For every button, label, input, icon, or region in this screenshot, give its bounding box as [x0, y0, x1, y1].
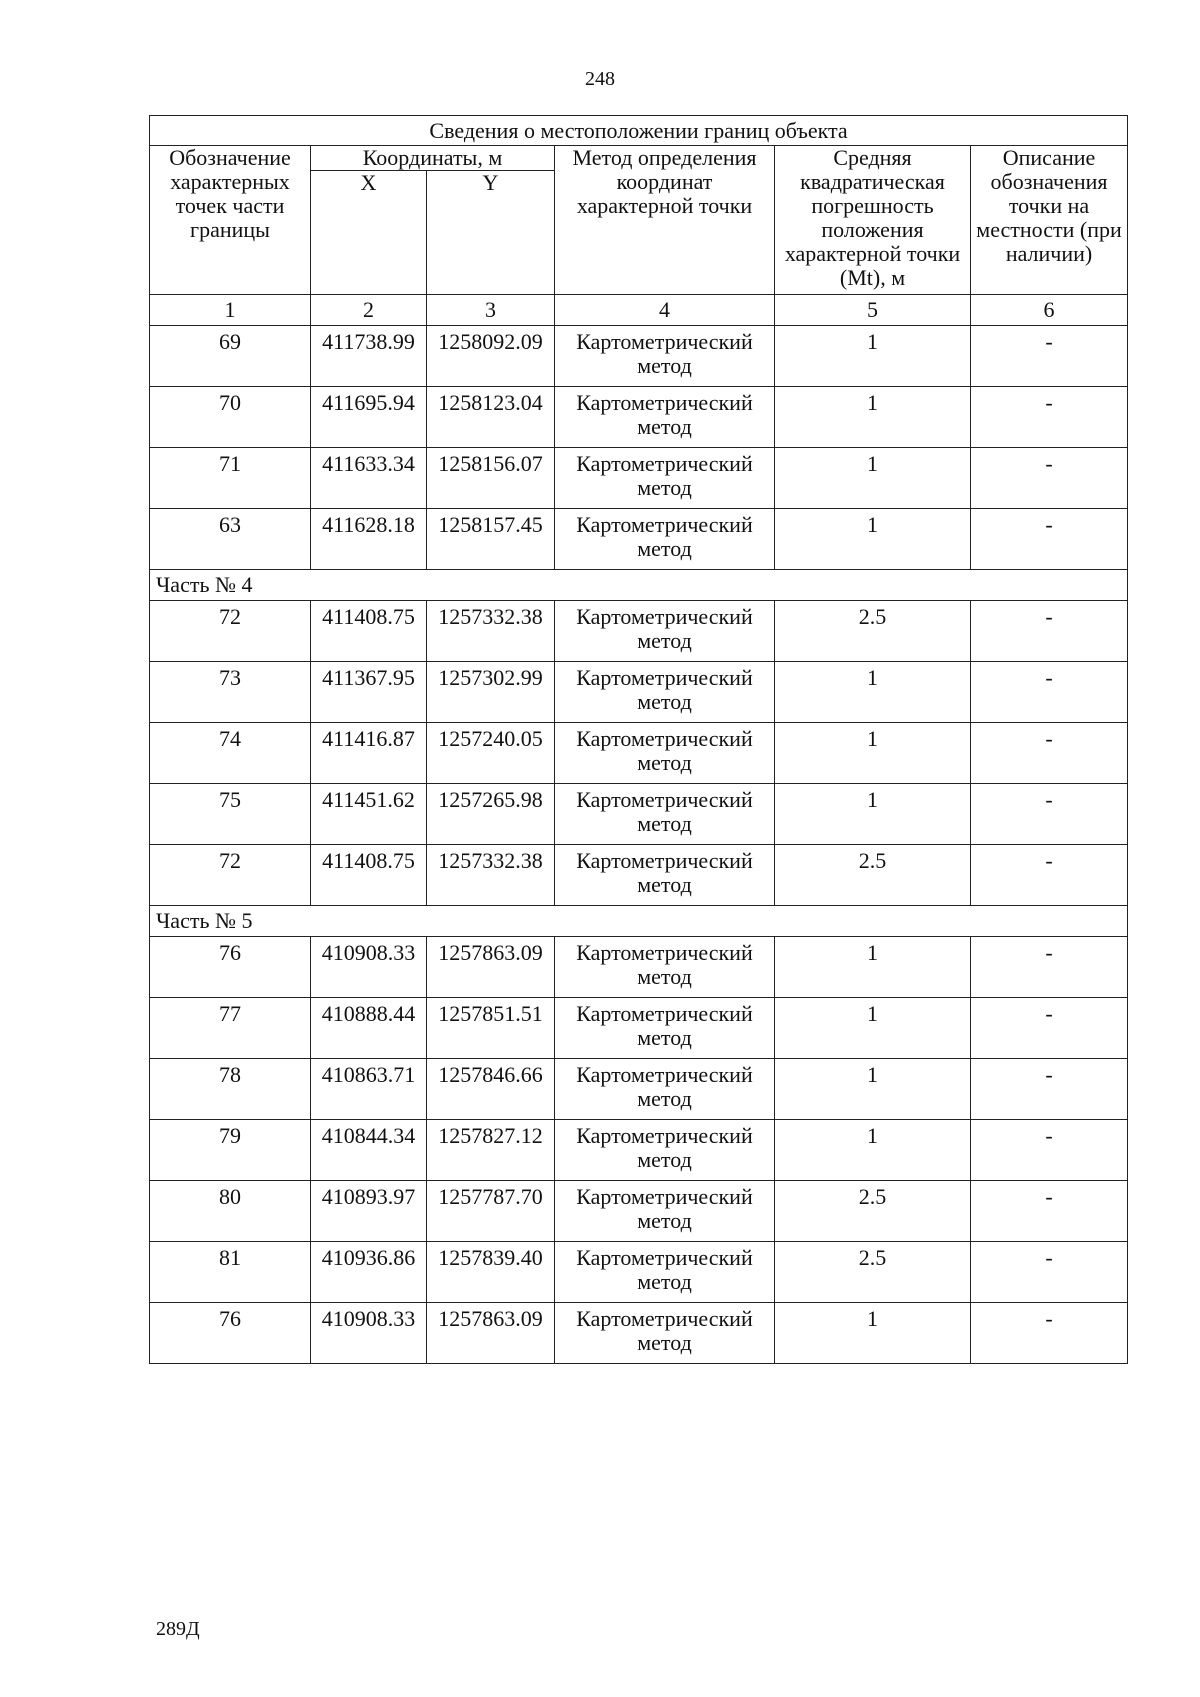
error-cell: 1	[775, 937, 971, 998]
table-row	[150, 1059, 1128, 1120]
x-cell: 410888.44	[311, 998, 427, 1059]
error-cell: 1	[775, 998, 971, 1059]
x-cell: 411416.87	[311, 723, 427, 784]
error-cell: 2.5	[775, 845, 971, 906]
point-cell: 70	[150, 387, 311, 448]
point-cell: 72	[150, 601, 311, 662]
point-cell: 69	[150, 326, 311, 387]
point-cell: 73	[150, 662, 311, 723]
section-part-5	[150, 906, 1128, 937]
description-cell: -	[971, 723, 1128, 784]
y-cell: 1257332.38	[427, 845, 555, 906]
table-row	[150, 1303, 1128, 1364]
y-cell: 1258092.09	[427, 326, 555, 387]
description-cell: -	[971, 845, 1128, 906]
y-cell: 1257265.98	[427, 784, 555, 845]
section-part-4	[150, 570, 1128, 601]
table-row	[150, 784, 1128, 845]
column-number: 1	[150, 295, 311, 326]
point-cell: 77	[150, 998, 311, 1059]
table-row	[150, 723, 1128, 784]
column-number: 4	[555, 295, 775, 326]
point-cell: 72	[150, 845, 311, 906]
method-cell: Картометрический метод	[555, 448, 775, 509]
x-cell: 410908.33	[311, 937, 427, 998]
description-cell: -	[971, 998, 1128, 1059]
x-cell: 410893.97	[311, 1181, 427, 1242]
y-cell: 1257863.09	[427, 937, 555, 998]
y-cell: 1257240.05	[427, 723, 555, 784]
page-number: 248	[585, 68, 615, 90]
y-cell: 1257839.40	[427, 1242, 555, 1303]
x-cell: 411628.18	[311, 509, 427, 570]
header-x: X	[311, 171, 427, 295]
method-cell: Картометрический метод	[555, 723, 775, 784]
y-cell: 1257302.99	[427, 662, 555, 723]
error-cell: 1	[775, 509, 971, 570]
boundary-table	[149, 115, 1128, 1364]
header-point: Обозначение характерных точек части границы	[150, 146, 311, 295]
description-cell: -	[971, 1181, 1128, 1242]
description-cell: -	[971, 601, 1128, 662]
x-cell: 410908.33	[311, 1303, 427, 1364]
error-cell: 1	[775, 387, 971, 448]
description-cell: -	[971, 662, 1128, 723]
method-cell: Картометрический метод	[555, 662, 775, 723]
description-cell: -	[971, 937, 1128, 998]
section-label: Часть № 4	[150, 570, 1128, 601]
column-number: 3	[427, 295, 555, 326]
table-row	[150, 1181, 1128, 1242]
table-row	[150, 601, 1128, 662]
x-cell: 410936.86	[311, 1242, 427, 1303]
y-cell: 1258156.07	[427, 448, 555, 509]
point-cell: 74	[150, 723, 311, 784]
description-cell: -	[971, 784, 1128, 845]
description-cell: -	[971, 448, 1128, 509]
table-row	[150, 845, 1128, 906]
x-cell: 411451.62	[311, 784, 427, 845]
column-number-row	[150, 295, 1128, 326]
table-row	[150, 448, 1128, 509]
column-number: 6	[971, 295, 1128, 326]
header-description: Описание обозначения точки на местности (при наличии)	[971, 146, 1128, 295]
method-cell: Картометрический метод	[555, 1059, 775, 1120]
method-cell: Картометрический метод	[555, 387, 775, 448]
error-cell: 1	[775, 1120, 971, 1181]
table-row	[150, 326, 1128, 387]
method-cell: Картометрический метод	[555, 601, 775, 662]
error-cell: 1	[775, 448, 971, 509]
description-cell: -	[971, 1120, 1128, 1181]
point-cell: 63	[150, 509, 311, 570]
description-cell: -	[971, 1242, 1128, 1303]
point-cell: 76	[150, 1303, 311, 1364]
error-cell: 2.5	[775, 1242, 971, 1303]
table-row	[150, 387, 1128, 448]
table-row	[150, 937, 1128, 998]
point-cell: 80	[150, 1181, 311, 1242]
x-cell: 410844.34	[311, 1120, 427, 1181]
point-cell: 78	[150, 1059, 311, 1120]
header-y: Y	[427, 171, 555, 295]
point-cell: 71	[150, 448, 311, 509]
method-cell: Картометрический метод	[555, 1303, 775, 1364]
method-cell: Картометрический метод	[555, 1120, 775, 1181]
y-cell: 1257846.66	[427, 1059, 555, 1120]
y-cell: 1258157.45	[427, 509, 555, 570]
y-cell: 1257827.12	[427, 1120, 555, 1181]
error-cell: 1	[775, 326, 971, 387]
table-row	[150, 1120, 1128, 1181]
y-cell: 1257863.09	[427, 1303, 555, 1364]
method-cell: Картометрический метод	[555, 937, 775, 998]
error-cell: 1	[775, 1303, 971, 1364]
description-cell: -	[971, 1059, 1128, 1120]
point-cell: 76	[150, 937, 311, 998]
table-row	[150, 998, 1128, 1059]
table-title: Сведения о местоположении границ объекта	[150, 116, 1128, 146]
description-cell: -	[971, 326, 1128, 387]
description-cell: -	[971, 387, 1128, 448]
x-cell: 411408.75	[311, 845, 427, 906]
x-cell: 411633.34	[311, 448, 427, 509]
method-cell: Картометрический метод	[555, 1181, 775, 1242]
x-cell: 411408.75	[311, 601, 427, 662]
y-cell: 1257851.51	[427, 998, 555, 1059]
point-cell: 79	[150, 1120, 311, 1181]
column-number: 2	[311, 295, 427, 326]
method-cell: Картометрический метод	[555, 784, 775, 845]
method-cell: Картометрический метод	[555, 509, 775, 570]
y-cell: 1258123.04	[427, 387, 555, 448]
method-cell: Картометрический метод	[555, 998, 775, 1059]
point-cell: 75	[150, 784, 311, 845]
error-cell: 1	[775, 784, 971, 845]
error-cell: 1	[775, 723, 971, 784]
error-cell: 2.5	[775, 601, 971, 662]
error-cell: 1	[775, 662, 971, 723]
y-cell: 1257332.38	[427, 601, 555, 662]
footer-code: 289Д	[156, 1618, 200, 1640]
method-cell: Картометрический метод	[555, 326, 775, 387]
method-cell: Картометрический метод	[555, 845, 775, 906]
point-cell: 81	[150, 1242, 311, 1303]
description-cell: -	[971, 1303, 1128, 1364]
error-cell: 1	[775, 1059, 971, 1120]
table-row	[150, 509, 1128, 570]
x-cell: 410863.71	[311, 1059, 427, 1120]
table-row	[150, 662, 1128, 723]
method-cell: Картометрический метод	[555, 1242, 775, 1303]
error-cell: 2.5	[775, 1181, 971, 1242]
section-label: Часть № 5	[150, 906, 1128, 937]
header-error: Средняя квадратическая погрешность положения характерной точки (Mt), м	[775, 146, 971, 295]
x-cell: 411738.99	[311, 326, 427, 387]
header-coordinates: Координаты, м	[311, 146, 555, 171]
column-number: 5	[775, 295, 971, 326]
table-row	[150, 1242, 1128, 1303]
x-cell: 411695.94	[311, 387, 427, 448]
description-cell: -	[971, 509, 1128, 570]
y-cell: 1257787.70	[427, 1181, 555, 1242]
header-method: Метод определения координат характерной точки	[555, 146, 775, 295]
x-cell: 411367.95	[311, 662, 427, 723]
